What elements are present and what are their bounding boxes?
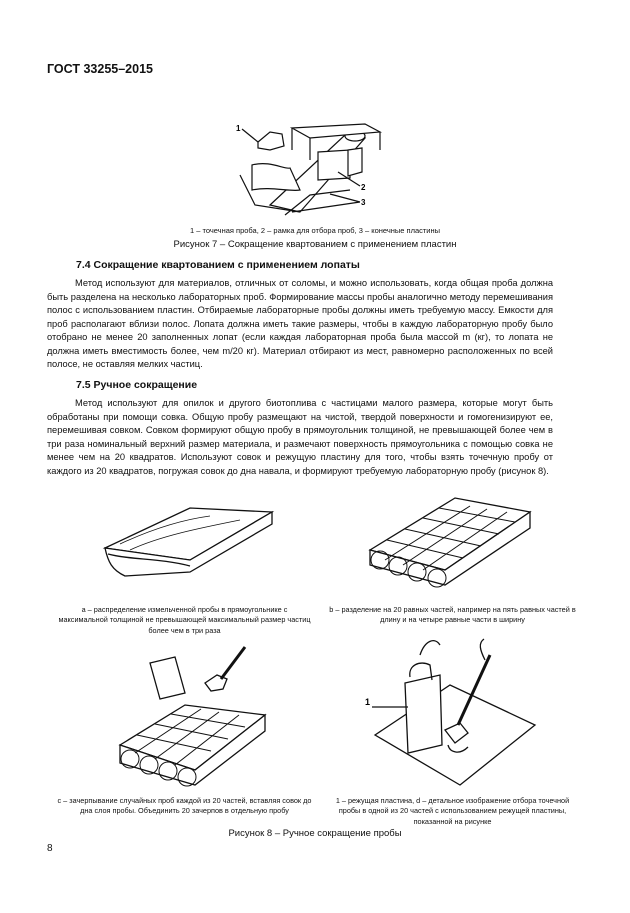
figure-8b-illustration — [365, 490, 535, 595]
fig7-label-2: 2 — [361, 183, 366, 192]
figure-7-title: Рисунок 7 – Сокращение квартованием с применением пластин — [173, 239, 457, 250]
figure-8a-illustration — [100, 500, 280, 590]
section-7-5-heading: 7.5 Ручное сокращение — [76, 379, 198, 391]
section-7-4-paragraph: Метод используют для материалов, отличных от соломы, и можно использовать, когда общая проба должна быть разделена на несколько лабораторных проб. Формирование массы пробы аналогично методу перемешивания полос с использованием пластин. Отбираемые лабораторные пробы должны иметь требуемую массу. Емкости для проб располагают вблизи полос. Лопата должна иметь такие размеры, чтобы в каждую лабораторную пробу было отобрано не менее 20 заполненных лопат (если каждая лабораторная проба была массой m (кг), то лопата не должна иметь вместимость более, чем m/20 кг). Материал отбирают из мест, равномерно расположенных по всей полосе, не оставляя мелких частиц. — [47, 278, 553, 369]
figure-8c-illustration — [105, 635, 285, 790]
fig8d-label-1: 1 — [365, 697, 371, 707]
figure-8b-caption: b – разделение на 20 равных частей, например на пять равных частей в длину и на четыре равные части в ширину — [329, 605, 576, 625]
figure-8d-illustration — [360, 635, 545, 790]
fig7-label-3: 3 — [361, 198, 366, 207]
figure-8c-caption: с – зачерпывание случайных проб каждой из 20 частей, вставляя совок до дна слоя пробы. Объединить 20 зачерпов в отдельную пробу — [57, 796, 312, 816]
figure-7-legend: 1 – точечная проба, 2 – рамка для отбора проб, 3 – конечные пластины — [189, 226, 441, 235]
fig7-label-1: 1 — [236, 124, 241, 133]
page-number: 8 — [47, 843, 53, 854]
figure-8d-caption: 1 – режущая пластина, d – детальное изображение отбора точечной пробы в одной из 20 частей с использованием режущей пластины, показанной на рисунке — [335, 796, 570, 826]
figure-8a-caption: а – распределение измельченной пробы в прямоугольнике с максимальной толщиной не превышающей максимальный размер частиц более чем в три раза — [58, 605, 311, 635]
figure-8-title: Рисунок 8 – Ручное сокращение пробы — [228, 828, 402, 839]
section-7-4-heading: 7.4 Сокращение квартованием с применением лопаты — [76, 259, 360, 271]
document-code: ГОСТ 33255–2015 — [47, 62, 153, 76]
section-7-5-paragraph: Метод используют для опилок и другого биотоплива с частицами малого размера, которые могут быть обработаны при помощи совка. Общую пробу размещают на чистой, твердой поверхности и гомогенизируют ее, перемешивая совком. Совком формируют общую пробу в прямоугольник толщиной, не превышающей более чем в три раза номинальный верхний размер материала, и размечают поверхность прямоугольника с помощью совка не менее чем на 20 квадратов. Используют совок и режущую пластину для того, чтобы взять точечную пробу от каждого из 20 квадратов, погружая совок до дна навала, и формируют требуемую лабораторную пробу (рисунок 8). — [47, 398, 553, 476]
figure-7-illustration — [230, 120, 400, 225]
